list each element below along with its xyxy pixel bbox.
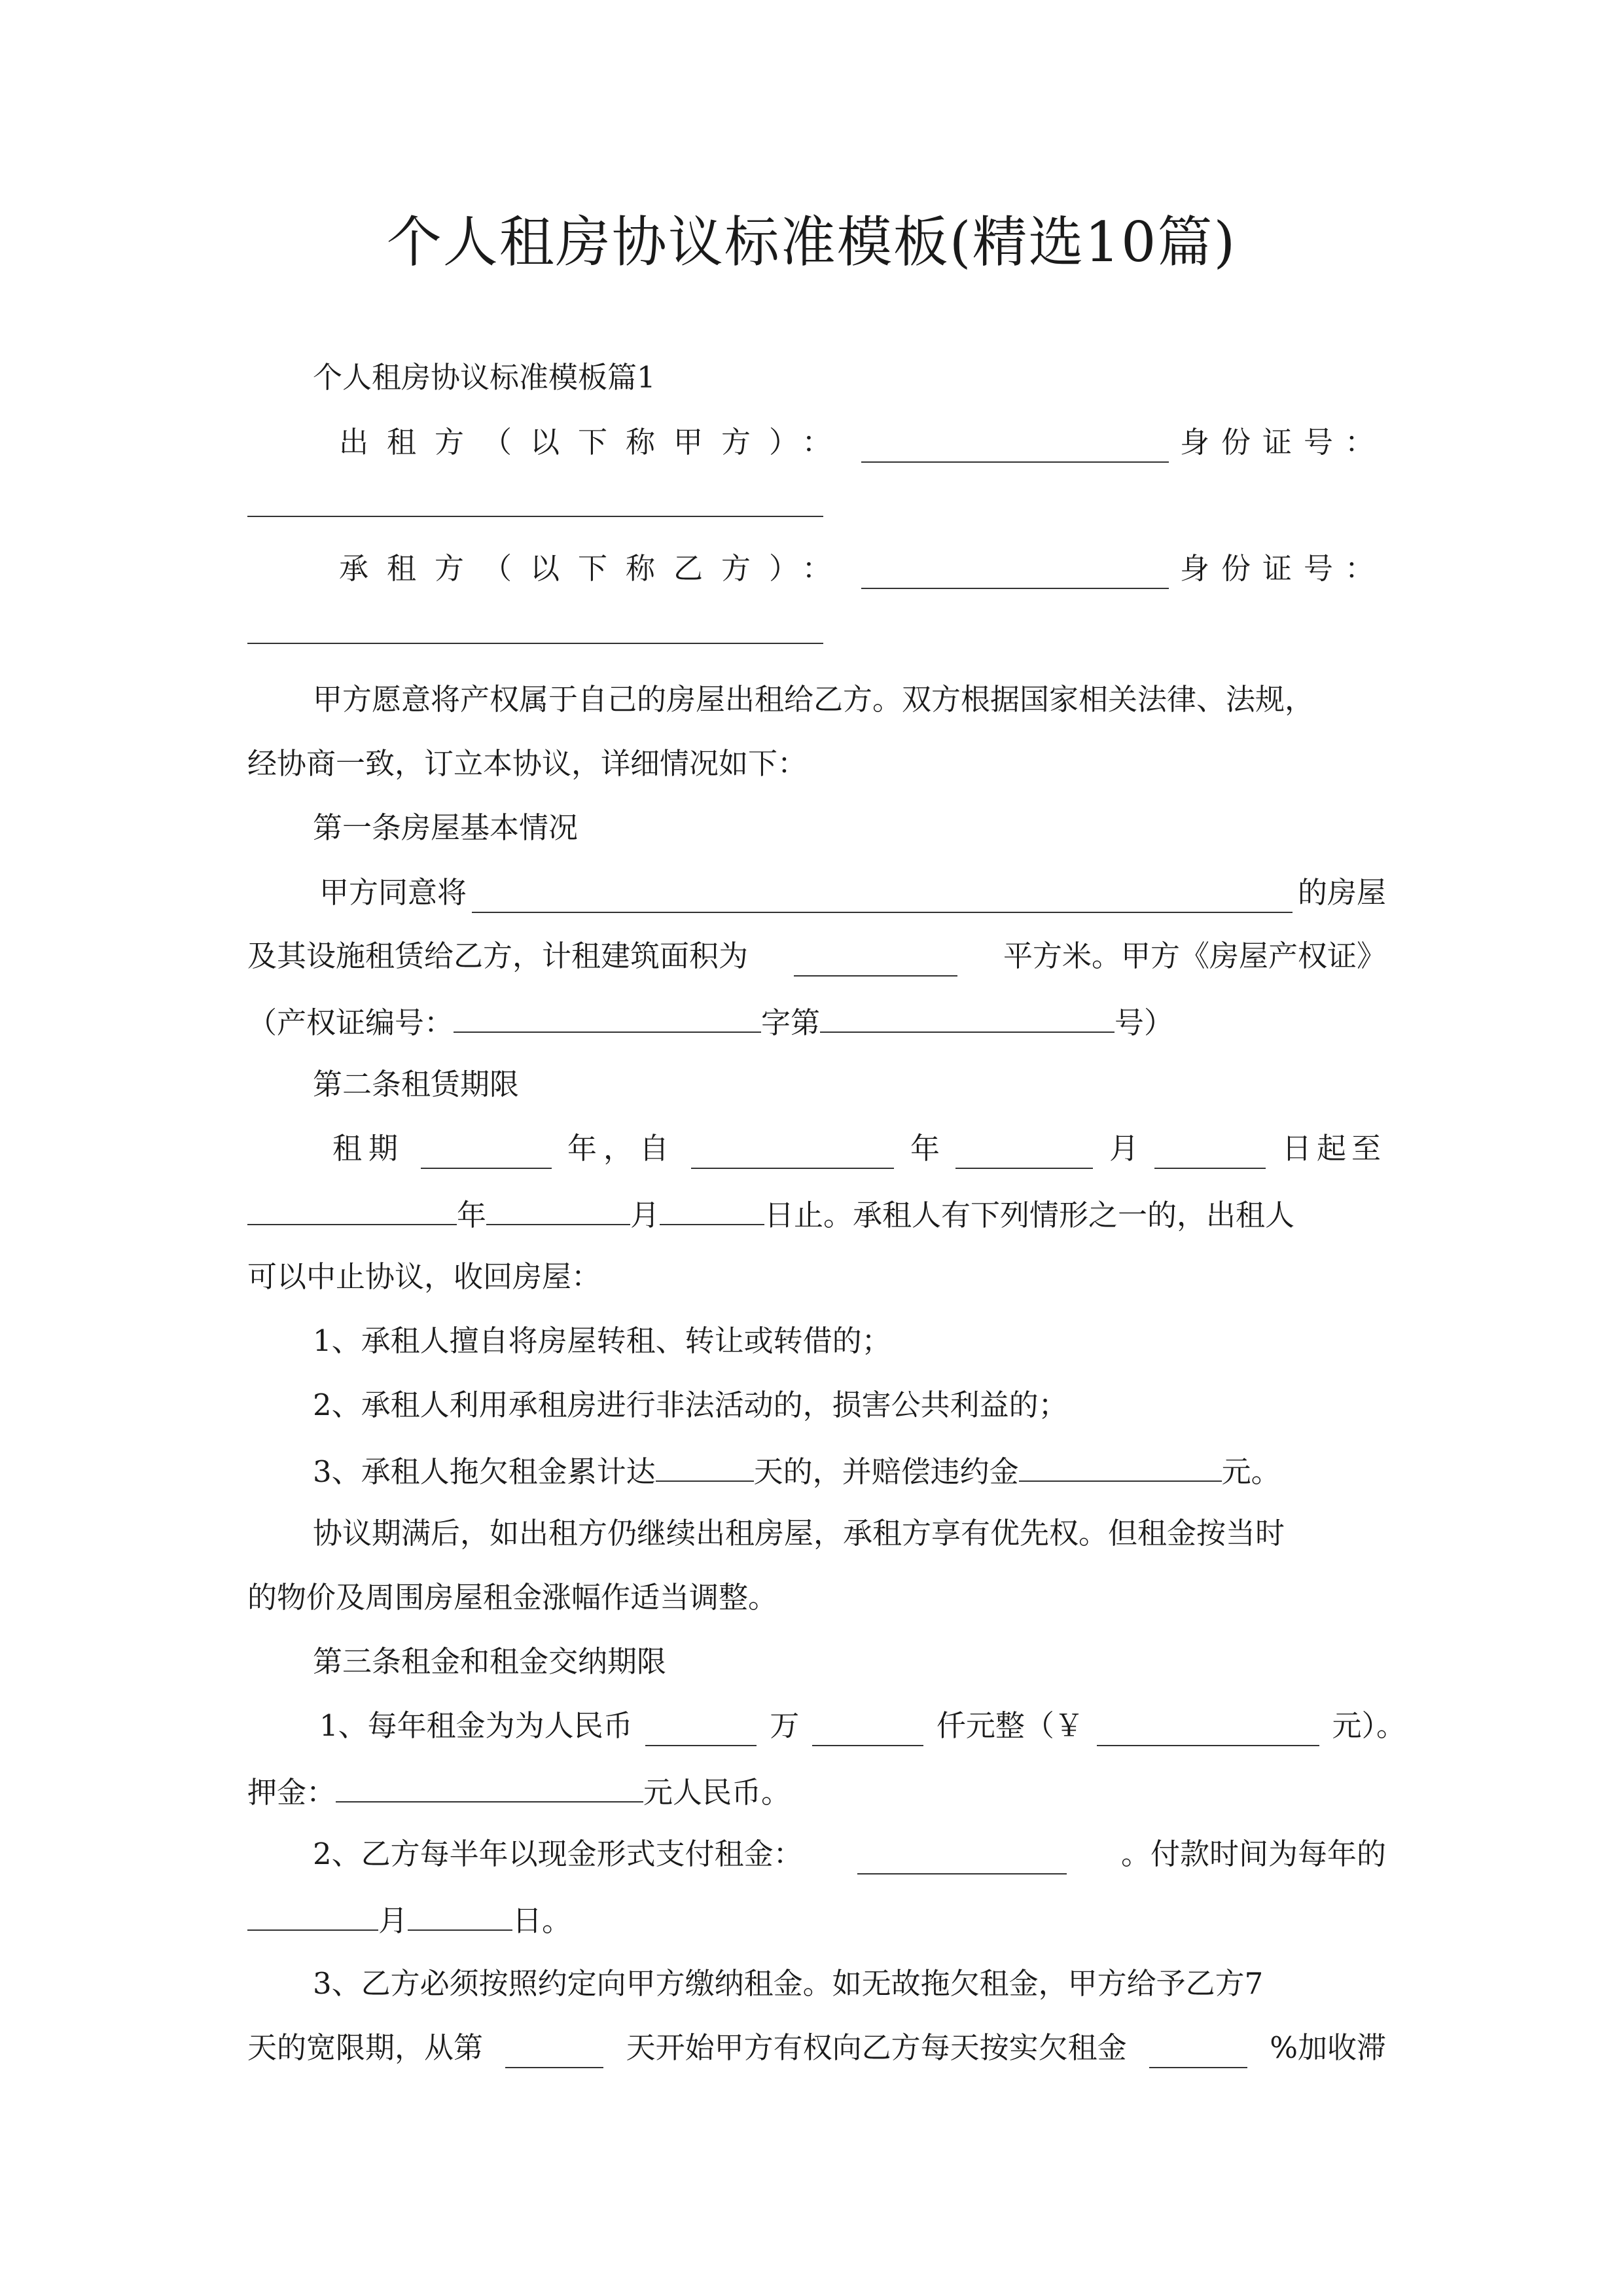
- article-1-text-a: 甲方同意将: [319, 875, 467, 910]
- payment-amount-blank[interactable]: [857, 1842, 1067, 1874]
- article-2-item-2: 2、承租人利用承租房进行非法活动的，损害公共利益的；: [313, 1388, 1068, 1422]
- article-3-line-3: [313, 1834, 1386, 1874]
- late-start-day-blank[interactable]: [505, 2036, 603, 2068]
- penalty-amount-blank[interactable]: [1019, 1449, 1222, 1482]
- article-1-line-2: [247, 936, 1386, 977]
- article-2-line-2: [247, 1193, 1386, 1236]
- article-2-item-3: [313, 1449, 1386, 1492]
- article-2-para-2: 的物价及周围房屋租金涨幅作适当调整。: [247, 1580, 778, 1615]
- article-2-text-b: 年，自: [567, 1131, 675, 1166]
- article-2-text-f: 年: [457, 1198, 487, 1232]
- article-2-line-1: [332, 1128, 1386, 1169]
- section-title: 个人租房协议标准模板篇1: [313, 360, 656, 395]
- article-2-title: 第二条租赁期限: [313, 1067, 520, 1102]
- lessee-row: [339, 548, 1386, 589]
- lessor-label: 出租方（以下称甲方）：: [339, 425, 850, 459]
- arrears-days-blank[interactable]: [656, 1449, 754, 1482]
- article-2-item-3-text-a: 3、承租人拖欠租金累计达: [313, 1454, 656, 1489]
- intro-line-2: 经协商一致，订立本协议，详细情况如下：: [247, 746, 808, 781]
- rent-wan-blank[interactable]: [645, 1713, 757, 1746]
- article-3-text-2a: 2、乙方每半年以现金形式支付租金：: [313, 1837, 803, 1871]
- property-address-blank[interactable]: [472, 880, 1293, 913]
- article-2-item-3-text-c: 元。: [1221, 1454, 1281, 1489]
- lessor-id-row: [247, 484, 823, 524]
- end-month-blank[interactable]: [486, 1193, 630, 1225]
- lessor-id-label: 身份证号：: [1179, 425, 1386, 459]
- article-3-text-1d: 元）。: [1332, 1708, 1406, 1743]
- article-1-text-e: （产权证编号：: [247, 1005, 454, 1040]
- lessor-name-blank[interactable]: [861, 430, 1169, 463]
- start-year-blank[interactable]: [691, 1136, 894, 1169]
- article-1-text-g: 号）: [1115, 1005, 1174, 1040]
- article-1-text-b: 的房屋: [1297, 875, 1386, 910]
- article-3-line-2: [247, 1770, 1386, 1813]
- end-day-blank[interactable]: [660, 1193, 764, 1225]
- article-3-line-1: [319, 1706, 1406, 1746]
- article-3-text-3a: 3、乙方必须按照约定向甲方缴纳租金。如无故拖欠租金，甲方给予乙方7: [313, 1966, 1264, 2001]
- start-day-blank[interactable]: [1154, 1136, 1266, 1169]
- article-3-text-2d: 日。: [512, 1903, 572, 1938]
- intro-line-1: 甲方愿意将产权属于自己的房屋出租给乙方。双方根据国家相关法律、法规，: [313, 682, 1315, 717]
- article-3-title: 第三条租金和租金交纳期限: [313, 1644, 667, 1679]
- article-3-text-2c: 月: [378, 1903, 408, 1938]
- article-3-text-2b: 。付款时间为每年的: [1120, 1837, 1386, 1871]
- lease-years-blank[interactable]: [421, 1136, 552, 1169]
- article-3-text-1f: 元人民币。: [643, 1775, 791, 1810]
- article-2-line-3: 可以中止协议，收回房屋：: [247, 1259, 601, 1294]
- article-2-text-g: 月: [630, 1198, 660, 1232]
- article-2-item-3-text-b: 天的，并赔偿违约金: [753, 1454, 1019, 1489]
- article-2-para-1: 协议期满后，如出租方仍继续出租房屋，承租方享有优先权。但租金按当时: [313, 1516, 1285, 1551]
- article-1-line-1: [319, 872, 1386, 913]
- certificate-number-blank[interactable]: [820, 1000, 1115, 1033]
- certificate-prefix-blank[interactable]: [454, 1000, 761, 1033]
- article-3-text-1e: 押金：: [247, 1775, 336, 1810]
- lessor-row: [339, 422, 1386, 463]
- article-3-line-6: [247, 2028, 1386, 2068]
- article-2-text-e: 日起至: [1281, 1131, 1386, 1166]
- article-3-text-1c: 仟元整（￥: [936, 1708, 1084, 1743]
- article-1-text-d: 平方米。甲方《房屋产权证》: [1003, 939, 1386, 973]
- article-3-text-1b: 万: [770, 1708, 800, 1743]
- article-1-text-f: 字第: [761, 1005, 821, 1040]
- article-2-item-1: 1、承租人擅自将房屋转租、转让或转借的；: [313, 1323, 891, 1358]
- article-2-text-c: 年: [910, 1131, 940, 1166]
- late-fee-percent-blank[interactable]: [1149, 2036, 1247, 2068]
- lessee-label: 承租方（以下称乙方）：: [339, 551, 850, 586]
- article-1-line-3: [247, 1000, 1386, 1043]
- rent-amount-blank[interactable]: [1097, 1713, 1319, 1746]
- article-1-text-c: 及其设施租赁给乙方，计租建筑面积为: [247, 939, 749, 973]
- start-month-blank[interactable]: [955, 1136, 1093, 1169]
- article-3-text-3d: %加收滞: [1270, 2030, 1386, 2065]
- lessee-id-blank[interactable]: [247, 611, 823, 644]
- article-3-line-4: [247, 1898, 1386, 1941]
- payment-month-blank[interactable]: [247, 1898, 378, 1931]
- article-2-text-d: 月: [1109, 1131, 1139, 1166]
- article-3-line-5: [313, 1964, 1386, 2004]
- article-3-text-1a: 1、每年租金为为人民币: [319, 1708, 633, 1743]
- area-blank[interactable]: [794, 944, 957, 977]
- lessee-id-label: 身份证号：: [1179, 551, 1386, 586]
- lessee-name-blank[interactable]: [861, 556, 1169, 589]
- article-2-text-h: 日止。承租人有下列情形之一的，出租人: [764, 1198, 1295, 1232]
- lessor-id-blank[interactable]: [247, 484, 823, 517]
- article-2-text-a: 租期: [332, 1131, 405, 1166]
- end-year-blank[interactable]: [247, 1193, 457, 1225]
- deposit-blank[interactable]: [336, 1770, 643, 1803]
- article-1-title: 第一条房屋基本情况: [313, 810, 579, 845]
- article-3-text-3c: 天开始甲方有权向乙方每天按实欠租金: [626, 2030, 1127, 2065]
- rent-qian-blank[interactable]: [812, 1713, 923, 1746]
- article-3-text-3b: 天的宽限期，从第: [247, 2030, 484, 2065]
- lessee-id-row: [247, 611, 823, 651]
- payment-day-blank[interactable]: [408, 1898, 512, 1931]
- document-title: 个人租房协议标准模板(精选10篇): [386, 210, 1237, 274]
